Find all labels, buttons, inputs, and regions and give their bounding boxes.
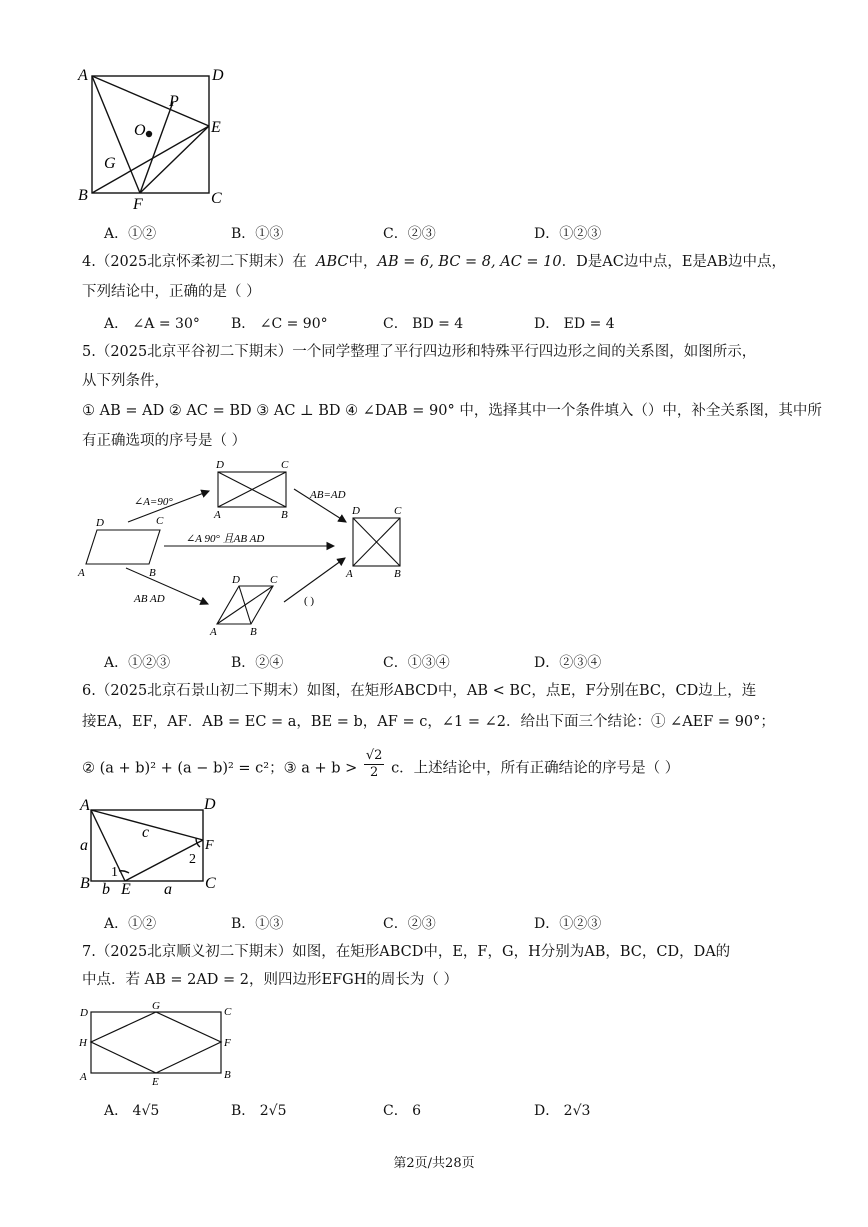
figure-label-d-25: D: [232, 574, 240, 586]
figure-label-b-27: B: [394, 568, 401, 580]
fig1-label-C: C: [211, 190, 222, 207]
q4-triangle: ABC: [315, 254, 349, 270]
q4-tail: ．D是AC边中点，E是AB边中点，: [561, 254, 787, 270]
figure-label-a-26: A: [346, 568, 353, 580]
figure-label-h-45: H: [79, 1037, 87, 1049]
q5-line1: 5.（2025北京平谷初二下期末）一个同学整理了平行四边形和特殊平行四边形之间的关系图，如图所示，: [82, 344, 757, 360]
q4-mid: 中，: [348, 254, 378, 270]
figure-label-b-15: B: [149, 567, 156, 579]
figure-label-c-44: C: [224, 1006, 232, 1018]
q5-option-b[interactable]: B．②④: [231, 655, 284, 671]
figure-label-c-24: C: [270, 574, 278, 586]
q6-frac-den: 2: [370, 765, 379, 780]
figure-label-c-33: c: [142, 824, 150, 841]
q6-line3: [82, 748, 680, 785]
q6-frac-num: √2: [365, 748, 383, 763]
q6-line2: 接EA，EF，AF．AB = EC = a，BE = b，AF = c，∠1 = ∠2．给出下面三个结论：① ∠AEF = 90°；: [82, 714, 775, 730]
q5-option-c[interactable]: C．①③④: [383, 655, 450, 671]
figure-label-b-23: B: [250, 626, 257, 638]
figure-label-d-31: D: [204, 796, 216, 813]
q7-option-a[interactable]: A． 4√5: [104, 1103, 160, 1119]
q4-line1: [82, 252, 786, 272]
figure-label-e-39: E: [121, 881, 131, 898]
figure-label-b-38: b: [102, 881, 110, 898]
q7-figure: [74, 998, 244, 1088]
arrow-label-right-bottom: ( ): [304, 595, 315, 607]
q7-option-c[interactable]: C． 6: [383, 1103, 422, 1119]
fig1-label-A: A: [78, 67, 88, 84]
figure-label-a-47: A: [80, 1071, 87, 1083]
q3-option-b[interactable]: B．①③: [231, 226, 284, 242]
page-footer: 第2页/共28页: [393, 1156, 475, 1171]
q4-line2: 下列结论中，正确的是（ ）: [82, 284, 261, 300]
q3-option-d[interactable]: D．①②③: [534, 226, 602, 242]
q5-option-a[interactable]: A．①②③: [104, 655, 171, 671]
q7-line1: 7.（2025北京顺义初二下期末）如图，在矩形ABCD中，E，F，G，H分别为AB，BC，CD，DA的: [82, 944, 731, 960]
figure-label-b-19: B: [281, 509, 288, 521]
q4-given: AB = 6, BC = 8, AC = 10: [377, 254, 562, 270]
figure-label-d-42: D: [80, 1007, 88, 1019]
q5-relationship-diagram: [76, 456, 416, 646]
q3-option-c[interactable]: C．②③: [383, 226, 436, 242]
figure-label-e-48: E: [152, 1076, 159, 1088]
q3-option-a[interactable]: A．①②: [104, 226, 157, 242]
q6-option-b[interactable]: B．①③: [231, 916, 284, 932]
figure-label-2-35: 2: [189, 852, 196, 867]
figure-label-d-17: D: [96, 517, 104, 529]
q7-line2: 中点．若 AB = 2AD = 2，则四边形EFGH的周长为（ ）: [82, 972, 459, 988]
arrow-label-right-top: AB=AD: [310, 489, 346, 501]
q4-source: 4.（2025北京怀柔初二下期末）在: [82, 254, 307, 270]
q3-figure: [70, 64, 240, 214]
fig1-label-O: O: [134, 122, 146, 139]
figure-label-d-21: D: [216, 459, 224, 471]
figure-label-a-18: A: [214, 509, 221, 521]
q4-option-c[interactable]: C． BD = 4: [383, 316, 464, 332]
fig1-label-E: E: [211, 119, 221, 136]
figure-label-a-32: a: [80, 837, 88, 854]
q4-option-d[interactable]: D． ED = 4: [534, 316, 615, 332]
fig1-label-D: D: [212, 67, 224, 84]
q7-option-d[interactable]: D． 2√3: [534, 1103, 591, 1119]
arrow-label-bottom: AB AD: [134, 593, 165, 605]
figure-label-a-14: A: [78, 567, 85, 579]
fig1-label-B: B: [78, 187, 88, 204]
fig1-label-G: G: [104, 155, 116, 172]
figure-label-c-28: C: [394, 505, 402, 517]
q5-line4: 有正确选项的序号是（ ）: [82, 433, 247, 449]
q6-line1: 6.（2025北京石景山初二下期末）如图，在矩形ABCD中，AB < BC，点E，F分别在BC，CD边上，连: [82, 683, 757, 699]
arrow-label-mid: ∠A 90° 且AB AD: [186, 533, 265, 545]
figure-label-f-34: F: [205, 838, 214, 853]
figure-label-a-40: a: [164, 881, 172, 898]
fig1-label-F: F: [133, 196, 143, 213]
q6-option-a[interactable]: A．①②: [104, 916, 157, 932]
figure-label-a-22: A: [210, 626, 217, 638]
figure-label-a-30: A: [80, 797, 90, 814]
q4-option-a[interactable]: A． ∠A = 30°: [104, 316, 200, 332]
q4-option-b[interactable]: B． ∠C = 90°: [231, 316, 328, 332]
q5-line3: ① AB = AD ② AC = BD ③ AC ⊥ BD ④ ∠DAB = 90° 中，选择其中一个条件填入（）中，补全关系图，其中所: [82, 403, 822, 419]
figure-label-d-29: D: [352, 505, 360, 517]
figure-label-b-37: B: [80, 875, 90, 892]
q6-conclusion-2-3: ② (a + b)² + (a − b)² = c²；③ a + b >: [82, 760, 358, 777]
figure-label-1-36: 1: [111, 865, 118, 880]
arrow-label-top: ∠A=90°: [134, 496, 173, 508]
q6-figure: [74, 792, 224, 900]
q5-line2: 从下列条件，: [82, 373, 169, 389]
figure-label-c-41: C: [205, 875, 216, 892]
fig1-label-P: P: [169, 93, 179, 110]
figure-label-f-46: F: [224, 1037, 231, 1049]
q6-line3-tail: c．上述结论中，所有正确结论的序号是（ ）: [391, 760, 680, 777]
q6-option-d[interactable]: D．①②③: [534, 916, 602, 932]
figure-label-g-43: G: [152, 1000, 160, 1012]
q6-option-c[interactable]: C．②③: [383, 916, 436, 932]
figure-label-b-49: B: [224, 1069, 231, 1081]
q5-option-d[interactable]: D．②③④: [534, 655, 602, 671]
q7-option-b[interactable]: B． 2√5: [231, 1103, 287, 1119]
figure-label-c-20: C: [281, 459, 289, 471]
figure-label-c-16: C: [156, 515, 164, 527]
